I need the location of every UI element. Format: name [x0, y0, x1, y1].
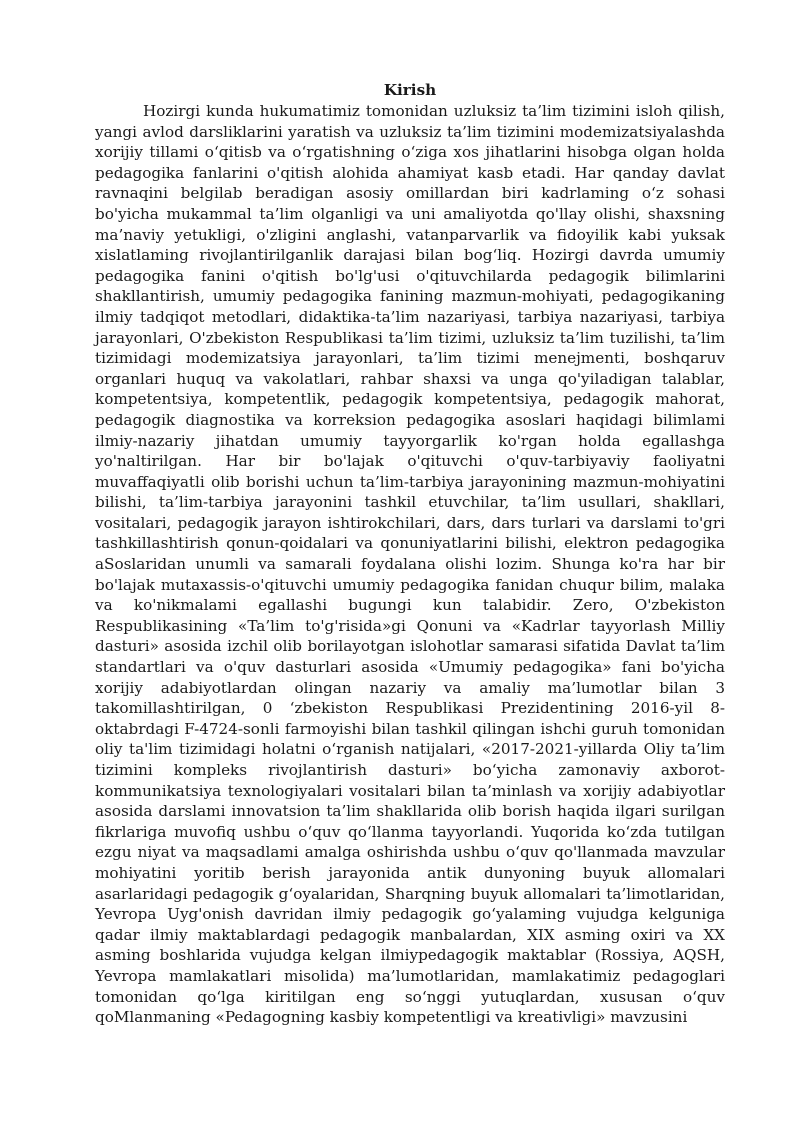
- body-paragraph: Hozirgi kunda hukumatimiz tomonidan uzluksiz ta’lim tizimini isloh qilish, yangi avlod darsliklarini yaratish va uzluksiz ta’lim tizimini modemizatsiyalashda xorijiy tillami o‘qitisb va o‘rgatishning o‘ziga xos jihatlarini hisobga olgan holda pedagogika fanlarini o'qitish alohida ahamiyat kasb etadi. Har qanday davlat ravnaqini belgilab beradigan asosiy omillardan biri kadrlaming o‘z sohasi bo'yicha mukammal ta’lim olganligi va uni amaliyotda qo'llay olishi, shaxsning ma’naviy yetukligi, o'zligini anglashi, vatanparvarlik va fidoyilik kabi yuksak xislatlaming rivojlantirilganlik darajasi bilan bog‘liq. Hozirgi davrda umumiy pedagogika fanini o'qitish bo'lg'usi o'qituvchilarda pedagogik bilimlarini shakllantirish, umumiy pedagogika fanining mazmun-mohiyati, pedagogikaning ilmiy tadqiqot metodlari, didaktika-ta’lim nazariyasi, tarbiya nazariyasi, tarbiya jarayonlari, O'zbekiston Respublikasi ta’lim tizimi, uzluksiz ta’lim tuzilishi, ta’lim tizimidagi modemizatsiya jarayonlari, ta’lim tizimi menejmenti, boshqaruv organlari huquq va vakolatlari, rahbar shaxsi va unga qo'yiladigan talablar, kompetentsiya, kompetentlik, pedagogik kompetentsiya, pedagogik mahorat, pedagogik diagnostika va korreksion pedagogika asoslari haqidagi bilimlami ilmiy-nazariy jihatdan umumiy tayyorgarlik ko'rgan holda egallashga yo'naltirilgan. Har bir bo'lajak o'qituvchi o'quv-tarbiyaviy faoliyatni muvaffaqiyatli olib borishi uchun ta’lim-tarbiya jarayonining mazmun-mohiyatini bilishi, ta’lim-tarbiya jarayonini tashkil etuvchilar, ta’lim usullari, shakllari, vositalari, pedagogik jarayon ishtirokchilari, dars, dars turlari va darslami to'gri tashkillashtirish qonun-qoidalari va qonuniyatlarini bilishi, elektron pedagogika aSoslaridan unumli va samarali foydalana olishi lozim. Shunga ko'ra har bir bo'lajak mutaxassis-o'qituvchi umumiy pedagogika fanidan chuqur bilim, malaka va ko'nikmalami egallashi bugungi kun talabidir. Zero, O'zbekiston Respublikasining «Ta’lim to'g'risida»gi Qonuni va «Kadrlar tayyorlash Milliy dasturi» asosida izchil olib borilayotgan islohotlar samarasi sifatida Davlat ta’lim standartlari va o'quv dasturlari asosida «Umumiy pedagogika» fani bo'yicha xorijiy adabiyotlardan olingan nazariy va amaliy ma’lumotlar bilan 3 takomillashtirilgan, 0 ‘zbekiston Respublikasi Prezidentining 2016-yil 8-oktabrdagi F-4724-sonli farmoyishi bilan tashkil qilingan ishchi guruh tomonidan oliy ta'lim tizimidagi holatni o‘rganish natijalari, «2017-2021-yillarda Oliy ta’lim tizimini kompleks rivojlantirish dasturi» bo‘yicha zamonaviy axborot-kommunikatsiya texnologiyalari vositalari bilan ta’minlash va xorijiy adabiyotlar asosida darslami innovatsion ta’lim shakllarida olib borish haqida ilgari surilgan fikrlariga muvofiq ushbu o‘quv qo‘llanma tayyorlandi. Yuqorida ko‘zda tutilgan ezgu niyat va maqsadlami amalga oshirishda ushbu o‘quv qo'llanmada mavzular mohiyatini yoritib berish jarayonida antik dunyoning buyuk allomalari asarlaridagi pedagogik g‘oyalaridan, Sharqning buyuk allomalari ta’limotlaridan, Yevropa Uyg'onish davridan ilmiy pedagogik go‘yalaming vujudga kelguniga qadar ilmiy maktablardagi pedagogik manbalardan, XIX asming oxiri va XX asming boshlarida vujudga kelgan ilmiypedagogik maktablar (Rossiya, AQSH, Yevropa mamlakatlari misolida) ma’lumotlaridan, mamlakatimiz pedagoglari tomonidan qo‘lga kiritilgan eng so‘nggi yutuqlardan, xususan o‘quv qoMlanmaning «Pedagogning kasbiy kompetentligi va kreativligi» mavzusini: [95, 102, 725, 1027]
- document-page: [95, 80, 725, 1028]
- document-title: Kirish: [383, 81, 437, 99]
